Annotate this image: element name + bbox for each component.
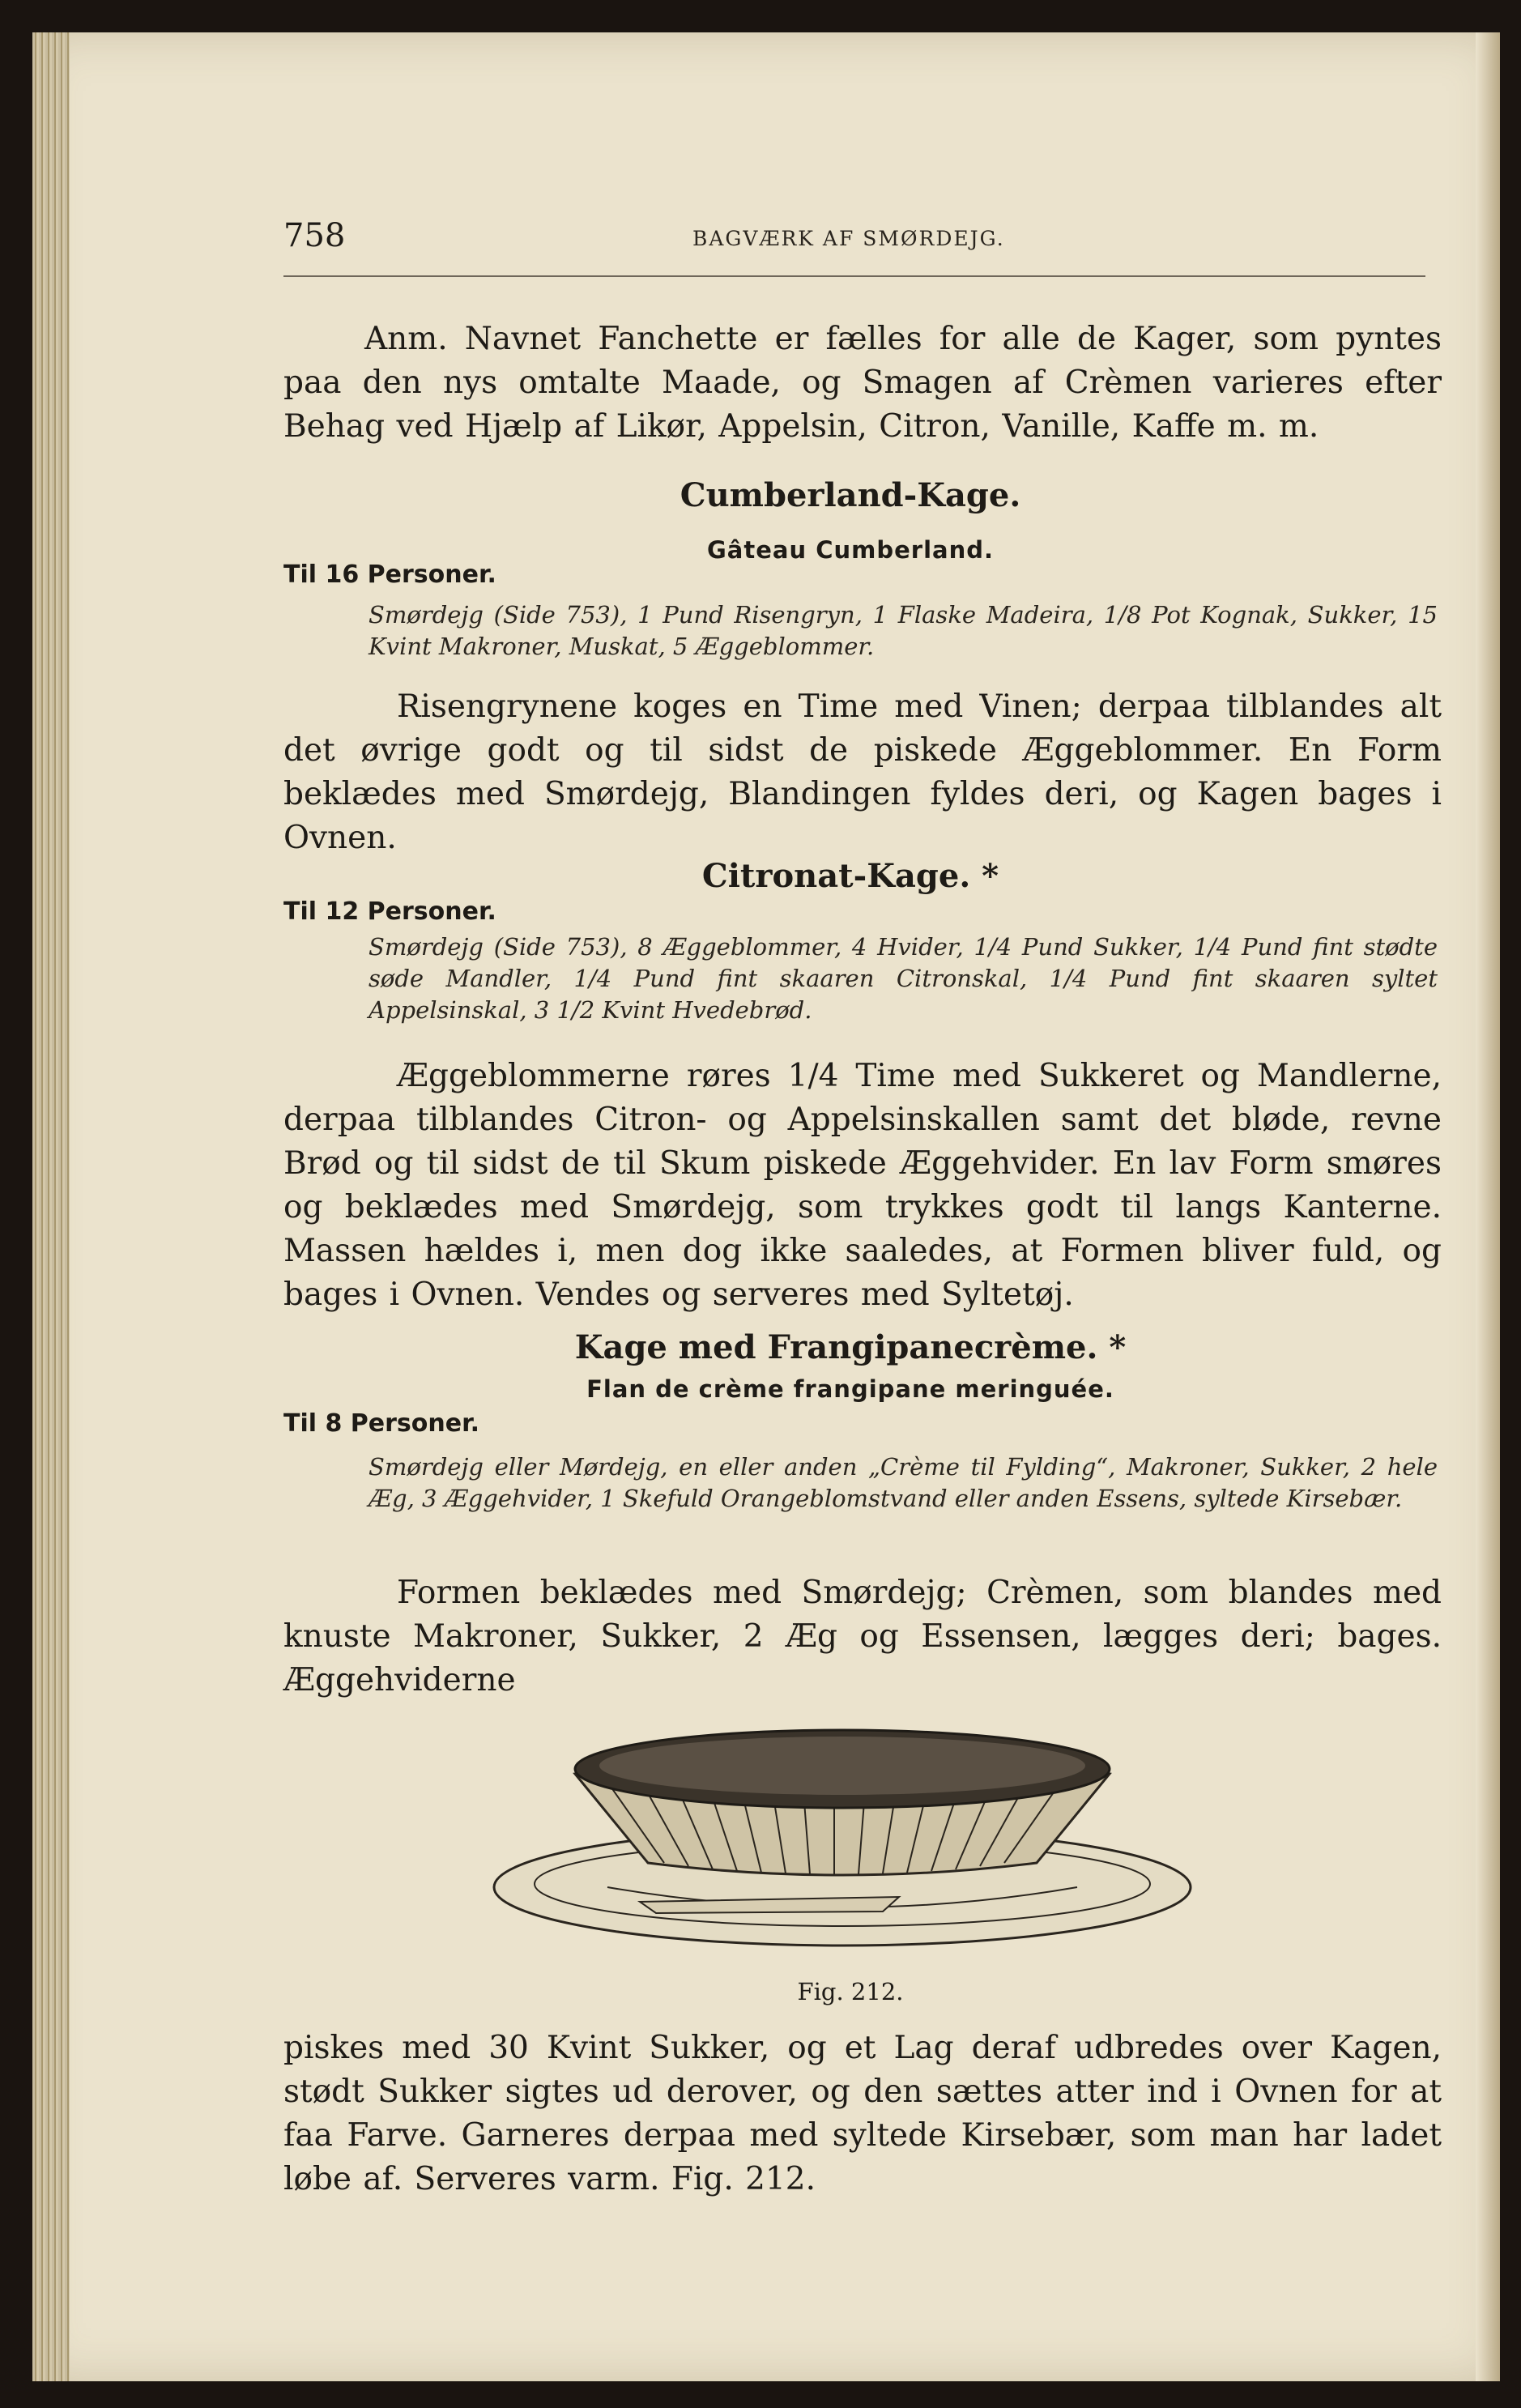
recipe-title-citronat: Citronat-Kage. * [701, 857, 999, 895]
servings-citronat: Til 12 Personer. [283, 897, 496, 926]
recipe-subtitle-cumberland: Gâteau Cumberland. [706, 536, 995, 564]
ingredients-citronat: Smørdejg (Side 753), 8 Æggeblommer, 4 Hvider, 1/4 Pund Sukker, 1/4 Pund fint stødte søde Mandler, 1/4 Pund fint skaaren Citronskal, 1/4 Pund fint skaaren syltet Appelsinskal, 3 1/2 Kvint Hvedebrød. [369, 933, 1438, 1024]
book-page [32, 32, 1500, 2381]
servings-cumberland: Til 16 Personer. [283, 560, 496, 589]
page-header [251, 217, 1450, 266]
running-head: BAGVÆRK AF SMØRDEJG. [692, 227, 1005, 250]
method-cumberland: Risengrynene koges en Time med Vinen; derpaa tilblandes alt det øvrige godt og til sidst de piskede Æggeblommer. En Form beklædes med Smørdejg, Blandingen fyldes deri, og Kagen bages i Ovnen. [283, 688, 1442, 856]
tart-icon [478, 1685, 1207, 1960]
page-edge [1476, 32, 1500, 2381]
ingredients-cumberland: Smørdejg (Side 753), 1 Pund Risengryn, 1 Flaske Madeira, 1/8 Pot Kognak, Sukker, 15 Kvint Makroner, Muskat, 5 Æggeblommer. [369, 601, 1438, 660]
ingredients-frangipane: Smørdejg eller Mørdejg, en eller anden „Crème til Fylding“, Makroner, Sukker, 2 hele Æg, 3 Æggehvider, 1 Skefuld Orangeblomstvand eller anden Essens, syltede Kirsebær. [369, 1453, 1438, 1512]
recipe-title-frangipane: Kage med Frangipanecrème. * [574, 1328, 1127, 1366]
method-citronat: Æggeblommerne røres 1/4 Time med Sukkeret og Mandlerne, derpaa tilblandes Citron- og Appelsinskallen samt det bløde, revne Brød og til sidst de til Skum piskede Æggehvider. En lav Form smøres og beklædes med Smørdejg, som trykkes godt til langs Kanterne. Massen hældes i, men dog ikke saaledes, at Formen bliver fuld, og bages i Ovnen. Vendes og serveres med Syltetøj. [283, 1058, 1442, 1313]
header-rule [283, 275, 1425, 277]
figure-caption: Fig. 212. [797, 1978, 904, 2005]
book-spine [32, 32, 70, 2381]
page-number: 758 [283, 217, 346, 254]
recipe-title-cumberland: Cumberland-Kage. [680, 476, 1021, 514]
note-paragraph: Anm. Navnet Fanchette er fælles for alle de Kager, som pyntes paa den nys omtalte Maade, og Smagen af Crèmen varieres efter Behag ved Hjælp af Likør, Appelsin, Citron, Vanille, Kaffe m. m. [283, 321, 1442, 445]
method-frangipane-continued: piskes med 30 Kvint Sukker, og et Lag deraf udbredes over Kagen, stødt Sukker sigtes ud derover, og den sættes atter ind i Ovnen for at faa Farve. Garneres derpaa med syltede Kirsebær, som man har ladet løbe af. Serveres varm. Fig. 212. [283, 2030, 1442, 2197]
servings-frangipane: Til 8 Personer. [283, 1409, 480, 1438]
recipe-subtitle-frangipane: Flan de crème frangipane meringuée. [586, 1375, 1114, 1403]
method-frangipane: Formen beklædes med Smørdejg; Crèmen, som blandes med knuste Makroner, Sukker, 2 Æg og Essensen, lægges deri; bages. Æggehviderne [283, 1575, 1442, 1698]
